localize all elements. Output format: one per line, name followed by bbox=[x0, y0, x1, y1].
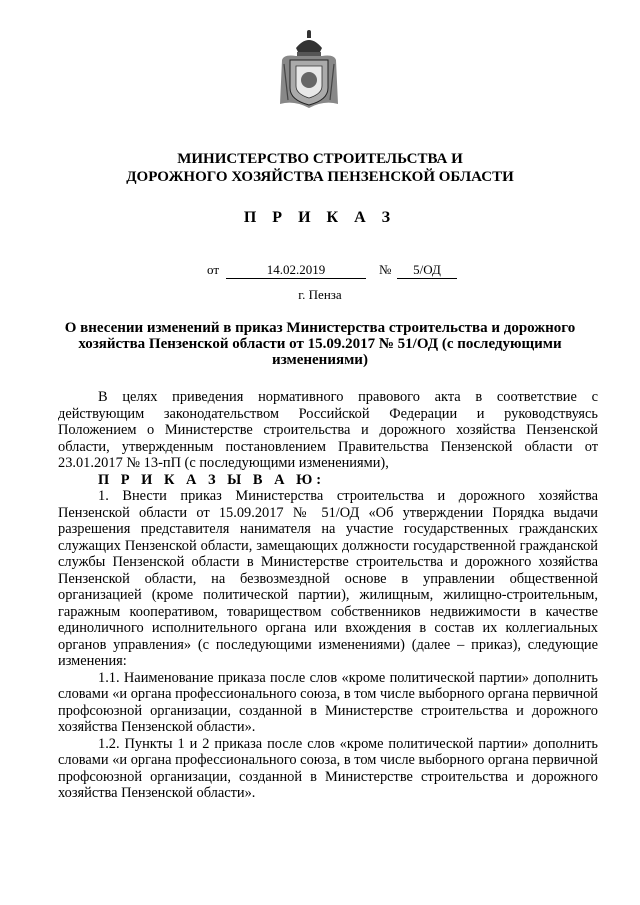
ministry-line-1: МИНИСТЕРСТВО СТРОИТЕЛЬСТВА И bbox=[177, 151, 463, 167]
order-body bbox=[58, 389, 598, 802]
item-1-2-paragraph: 1.2. Пункты 1 и 2 приказа после слов «кроме политической партии» дополнить словами «и органа профессионального союза, в том числе выборного органа первичной профсоюзной организации, созданной в Министерстве строительства и дорожного хозяйства Пензенской области». bbox=[58, 735, 598, 801]
item-1-paragraph: 1. Внести приказ Министерства строительства и дорожного хозяйства Пензенской области от 15.09.2017 № 51/ОД «Об утверждении Порядка выдачи разрешения представителя нанимателя на участие государственных гражданских служащих Пензенской области, замещающих должности государственной гражданской службы Пензенской области в Министерстве строительства и дорожного хозяйства Пензенской области, на безвозмездной основе в управлении общественной организацией (кроме политической партии), жилищным, жилищно-строительным, гаражным кооперативом, товариществом собственников недвижимости в качестве единоличного исполнительного органа или вхождения в состав их коллегиальных органов управления» (с последующими изменениями) (далее – приказ), следующие изменения: bbox=[58, 488, 598, 669]
order-title: П Р И К А З bbox=[243, 209, 397, 226]
item-1-1-paragraph: 1.1. Наименование приказа после слов «кроме политической партии» дополнить словами «и органа профессионального союза, в том числе выборного органа первичной профсоюзной организации, созданной в Министерстве строительства и дорожного хозяйства Пензенской области». bbox=[58, 669, 598, 735]
ministry-name bbox=[80, 150, 560, 186]
decree-heading: П Р И К А З Ы В А Ю: bbox=[98, 471, 326, 488]
city: г. Пенза bbox=[298, 287, 342, 302]
penza-coat-of-arms-icon bbox=[276, 30, 342, 110]
ministry-line-2: ДОРОЖНОГО ХОЗЯЙСТВА ПЕНЗЕНСКОЙ ОБЛАСТИ bbox=[126, 169, 514, 185]
order-date: 14.02.2019 bbox=[226, 262, 366, 279]
order-number: 5/ОД bbox=[397, 262, 457, 279]
order-subject: О внесении изменений в приказ Министерства строительства и дорожного хозяйства Пензенской области от 15.09.2017 № 51/ОД (с последующими изменениями) bbox=[64, 320, 576, 368]
date-prefix: от bbox=[207, 262, 220, 277]
preamble-paragraph: В целях приведения нормативного правового акта в соответствие с действующим законодательством Российской Федерации и руководствуясь Положением о Министерстве строительства и дорожного хозяйства Пензенской области, утвержденным постановлением Правительства Пензенской области от 23.01.2017 № 13-пП (с последующими изменениями), bbox=[58, 389, 598, 471]
order-meta bbox=[0, 262, 640, 282]
number-prefix: № bbox=[379, 262, 392, 277]
